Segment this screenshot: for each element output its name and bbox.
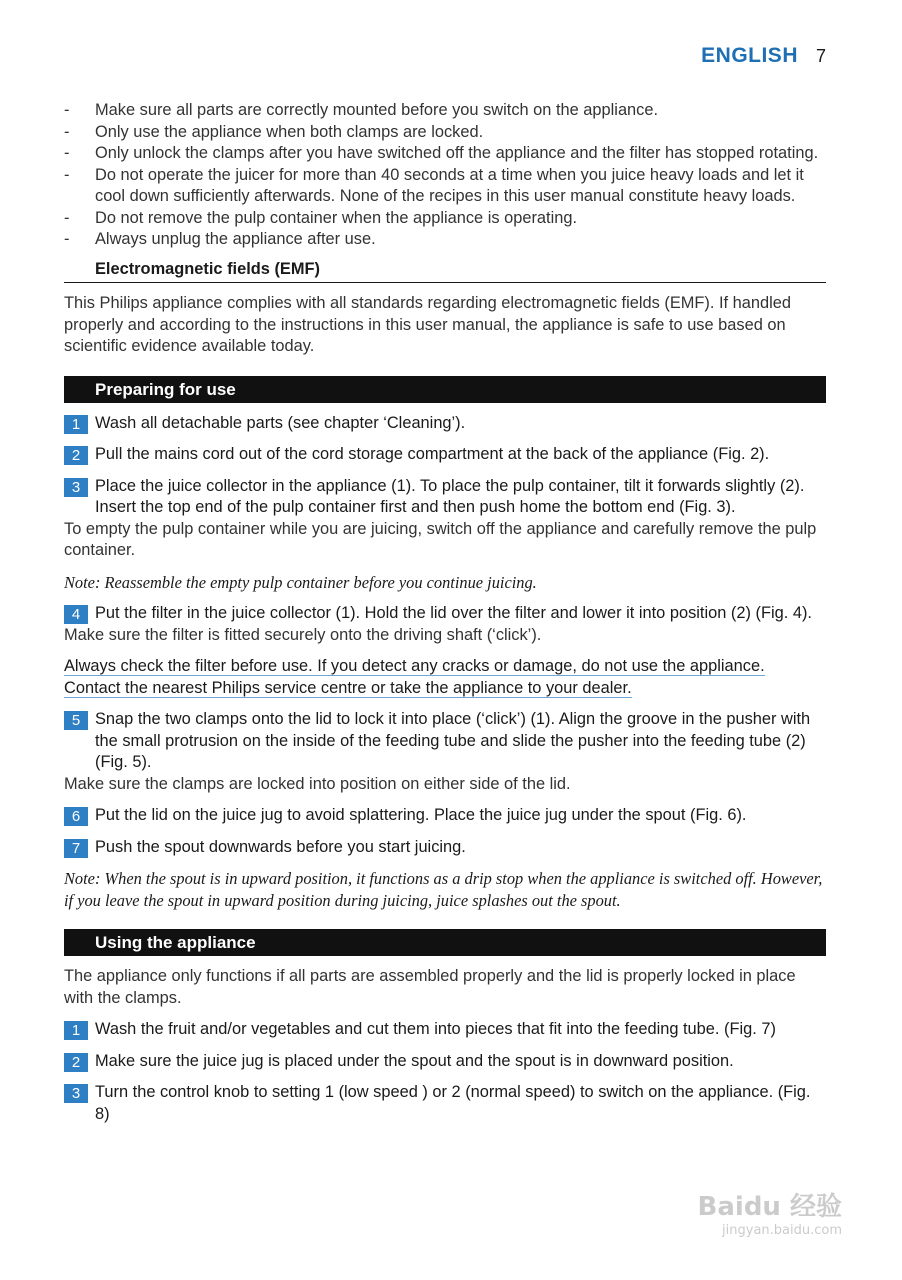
emf-heading: Electromagnetic fields (EMF) bbox=[64, 259, 826, 284]
step-text: Put the filter in the juice collector (1). Hold the lid over the filter and lower it into position (2) (Fig. 4). bbox=[95, 604, 812, 622]
step-number-badge: 6 bbox=[64, 807, 88, 826]
warning-filter bbox=[64, 656, 826, 699]
step-3 bbox=[64, 476, 826, 519]
step-number-badge: 7 bbox=[64, 839, 88, 858]
list-item: - Do not remove the pulp container when the appliance is operating. bbox=[64, 208, 826, 230]
using-intro: The appliance only functions if all parts are assembled properly and the lid is properly locked in place with the clamps. bbox=[64, 967, 796, 1007]
section-preparing-for-use: Preparing for use bbox=[64, 376, 826, 403]
warning-line: Always check the filter before use. If you detect any cracks or damage, do not use the appliance. bbox=[64, 657, 765, 675]
page-number: 7 bbox=[815, 46, 826, 66]
step-number-badge: 3 bbox=[64, 1084, 88, 1103]
step-number-badge: 2 bbox=[64, 1053, 88, 1072]
page-header bbox=[701, 44, 826, 68]
step-text: Snap the two clamps onto the lid to lock it into place (‘click’) (1). Align the groove in the pusher with the small protrusion on the inside of the feeding tube and slide the pusher into the feeding tube (2) (Fig. 5). bbox=[95, 710, 811, 771]
note-spout: Note: When the spout is in upward position, it functions as a drip stop when the appliance is switched off. However, if you leave the spout in upward position during juicing, juice splashes out the spout. bbox=[64, 869, 823, 910]
emf-text: This Philips appliance complies with all standards regarding electromagnetic fields (EMF). If handled properly and according to the instructions in this user manual, the appliance is safe to use based on scientific evidence available today. bbox=[64, 294, 791, 355]
step-text: Place the juice collector in the appliance (1). To place the pulp container, tilt it forwards slightly (2). Insert the top end of the pulp container first and then push home the bottom end (Fig. 3). bbox=[95, 476, 805, 516]
step-text: Wash the fruit and/or vegetables and cut them into pieces that fit into the feeding tube. (Fig. 7) bbox=[95, 1020, 776, 1038]
safety-list bbox=[64, 100, 826, 251]
step-7 bbox=[64, 837, 826, 859]
step-5-extra: Make sure the clamps are locked into position on either side of the lid. bbox=[64, 774, 571, 793]
baidu-watermark bbox=[698, 1186, 842, 1238]
step-4-extra: Make sure the filter is fitted securely onto the driving shaft (‘click’). bbox=[64, 625, 542, 644]
step-text: Pull the mains cord out of the cord storage compartment at the back of the appliance (Fig. 2). bbox=[95, 445, 770, 463]
list-item: - Only use the appliance when both clamps are locked. bbox=[64, 122, 826, 144]
step-number-badge: 4 bbox=[64, 605, 88, 624]
step-6 bbox=[64, 805, 826, 827]
using-step-3 bbox=[64, 1082, 826, 1125]
step-1 bbox=[64, 413, 826, 435]
using-step-2 bbox=[64, 1051, 826, 1073]
step-number-badge: 2 bbox=[64, 446, 88, 465]
page-content bbox=[64, 100, 826, 1125]
step-text: Turn the control knob to setting 1 (low speed ) or 2 (normal speed) to switch on the appliance. (Fig. 8) bbox=[95, 1083, 811, 1123]
list-item: - Always unplug the appliance after use. bbox=[64, 229, 826, 251]
step-5 bbox=[64, 709, 826, 774]
using-step-1 bbox=[64, 1019, 826, 1041]
step-3-extra: To empty the pulp container while you are juicing, switch off the appliance and carefully remove the pulp container. bbox=[64, 519, 817, 559]
step-text: Make sure the juice jug is placed under the spout and the spout is in downward position. bbox=[95, 1051, 734, 1070]
section-using-the-appliance: Using the appliance bbox=[64, 929, 826, 956]
list-item: - Do not operate the juicer for more than 40 seconds at a time when you juice heavy loads and let it cool down sufficiently afterwards. None of the recipes in this user manual constitute heavy loads. bbox=[64, 165, 826, 208]
list-item: - Only unlock the clamps after you have switched off the appliance and the filter has stopped rotating. bbox=[64, 143, 826, 165]
step-number-badge: 1 bbox=[64, 1021, 88, 1040]
step-text: Wash all detachable parts (see chapter ‘Cleaning’). bbox=[95, 413, 466, 432]
step-text: Push the spout downwards before you start juicing. bbox=[95, 837, 466, 856]
language-label: ENGLISH bbox=[701, 44, 798, 67]
step-2 bbox=[64, 444, 826, 466]
step-number-badge: 5 bbox=[64, 711, 88, 730]
step-number-badge: 3 bbox=[64, 478, 88, 497]
step-4 bbox=[64, 603, 826, 625]
note-reassemble: Note: Reassemble the empty pulp container before you continue juicing. bbox=[64, 572, 537, 592]
step-text: Put the lid on the juice jug to avoid splattering. Place the juice jug under the spout (Fig. 6). bbox=[95, 806, 747, 824]
step-number-badge: 1 bbox=[64, 415, 88, 434]
watermark-url: jingyan.baidu.com bbox=[722, 1223, 842, 1238]
warning-line: Contact the nearest Philips service centre or take the appliance to your dealer. bbox=[64, 678, 632, 697]
list-item: - Make sure all parts are correctly mounted before you switch on the appliance. bbox=[64, 100, 826, 122]
watermark-brand: Baidu 经验 bbox=[697, 1192, 842, 1222]
